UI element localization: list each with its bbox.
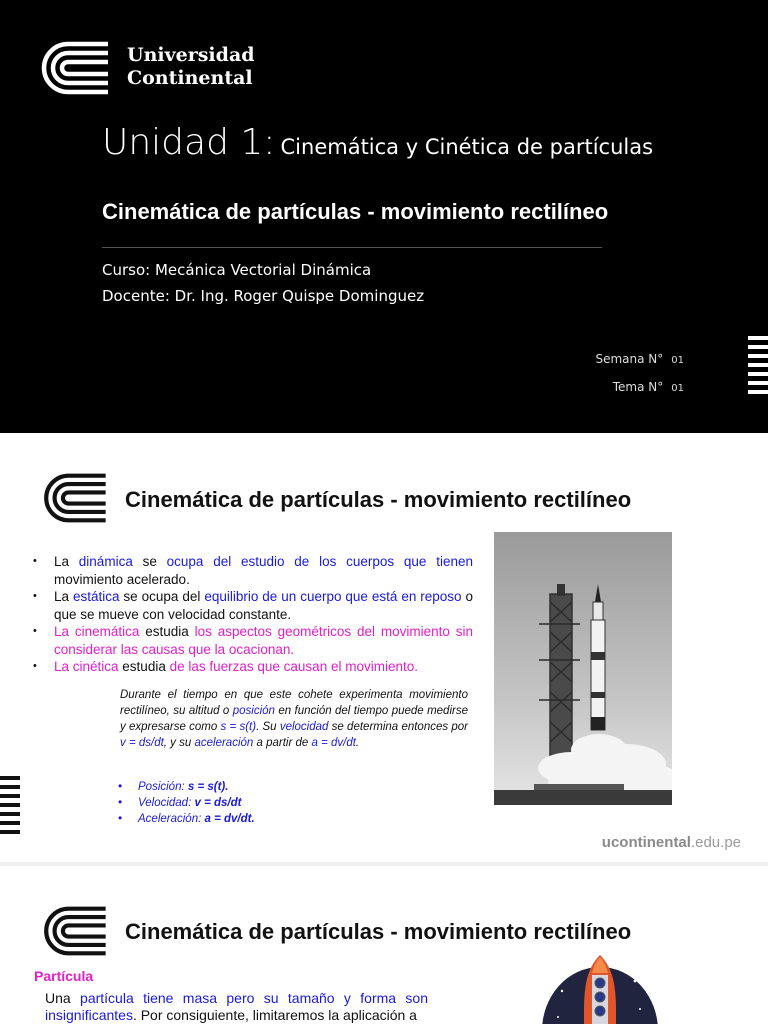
divider — [102, 247, 602, 248]
course-label: Curso: Mecánica Vectorial Dinámica — [102, 261, 372, 279]
rocket-description: Durante el tiempo en que este cohete experimenta movimiento rectilíneo, su altitud o posición en función del tiempo puede medirse y expresarse como s = s(t). Su velocidad se determina entonces por v = ds/dt, y su aceleración a partir de a = dv/dt. — [120, 689, 468, 749]
formula-item: • Velocidad: v = ds/dt — [118, 795, 255, 811]
brand-name — [127, 44, 255, 90]
formula-item: • Posición: s = s(t). — [118, 779, 255, 795]
week-label: Semana N° — [595, 352, 664, 366]
unit-topic: Cinemática y Cinética de partículas — [280, 135, 654, 159]
section-heading: Partícula — [34, 968, 94, 984]
slide-title: Cinemática de partículas - movimiento rectilíneo — [125, 919, 632, 944]
cover-slide — [0, 0, 768, 433]
topic-number: 01 — [671, 383, 684, 394]
university-logo-icon — [40, 40, 110, 96]
formula-item: • Aceleración: a = dv/dt. — [118, 811, 255, 827]
university-logo-icon — [40, 472, 110, 524]
list-item: • La estática se ocupa del equilibrio de un cuerpo que está en reposo o que se mueve con velocidad constante. — [33, 588, 473, 623]
slide-title: Cinemática de partículas - movimiento rectilíneo — [125, 487, 632, 512]
university-logo-icon — [40, 905, 110, 957]
cover-subtitle: Cinemática de partículas - movimiento rectilíneo — [102, 199, 609, 224]
unit-title — [102, 122, 653, 163]
concept-list — [33, 553, 473, 676]
list-item: • La cinemática estudia los aspectos geométricos del movimiento sin considerar las causas que la ocacionan. — [33, 623, 473, 658]
unit-label: Unidad 1: — [102, 122, 276, 163]
brand-line-1: Universidad — [127, 44, 255, 66]
list-item: • La cinética estudia de las fuerzas que causan el movimiento. — [33, 658, 473, 676]
rocket-launch-photo — [494, 532, 672, 805]
content-slide-2 — [0, 866, 768, 1024]
teacher-label: Docente: Dr. Ing. Roger Quispe Dominguez — [102, 287, 425, 305]
content-slide-1 — [0, 433, 768, 862]
brand-line-2: Continental — [127, 67, 253, 89]
particle-definition: Una partícula tiene masa pero su tamaño y forma son insignificantes. Por consiguiente, limitaremos la aplicación a — [45, 990, 428, 1023]
list-item: • La dinámica se ocupa del estudio de los cuerpos que tienen movimiento acelerado. — [33, 553, 473, 588]
topic-info — [613, 380, 684, 394]
week-number: 01 — [671, 355, 684, 366]
footer-url: ucontinental.edu.pe — [601, 834, 741, 851]
week-info — [595, 352, 684, 366]
formula-list — [118, 779, 255, 827]
decorative-stripes — [0, 776, 20, 839]
topic-label: Tema N° — [612, 380, 664, 394]
decorative-stripes — [748, 336, 768, 399]
rocket-icon — [540, 951, 660, 1024]
